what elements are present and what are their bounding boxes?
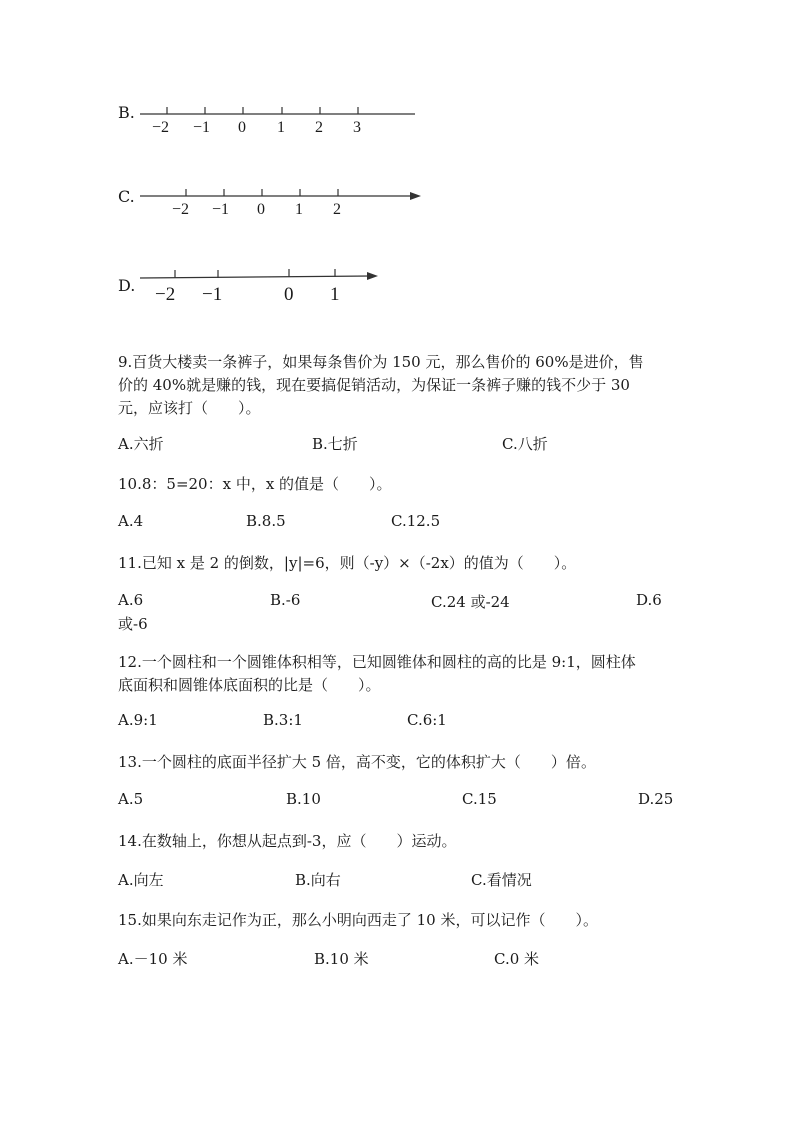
tick-label: 2 (315, 119, 323, 136)
tick-label: 1 (330, 284, 340, 305)
question-text-line: 元，应该打（ ）。 (118, 399, 261, 417)
tick-label: 2 (333, 201, 341, 218)
answer-option-b[interactable]: B.3:1 (263, 711, 303, 729)
tick-label: −2 (155, 284, 176, 305)
answer-option-a[interactable]: A.4 (118, 512, 144, 530)
tick-label: −1 (212, 201, 230, 218)
question-text-line: 15.如果向东走记作为正，那么小明向西走了 10 米，可以记作（ ）。 (118, 911, 598, 929)
question-text-line: 底面积和圆锥体底面积的比是（ ）。 (118, 676, 381, 694)
answer-option-c[interactable]: C.0 米 (494, 950, 540, 968)
tick-label: −2 (152, 119, 170, 136)
tick-label: 0 (238, 119, 246, 136)
answer-option-a[interactable]: A.－10 米 (118, 950, 188, 968)
option-label-c: C. (118, 187, 135, 206)
option-label-b: B. (118, 103, 135, 122)
answer-option-a[interactable]: A.5 (118, 790, 144, 808)
answer-option-d[interactable]: D.6 (636, 591, 662, 609)
answer-option-b[interactable]: B.-6 (270, 591, 301, 609)
tick-label: 0 (257, 201, 265, 218)
answer-option-a[interactable]: A.9:1 (118, 711, 158, 729)
tick-label: −1 (202, 284, 223, 305)
answer-option-c[interactable]: C.24 或-24 (431, 593, 510, 611)
question-text-line: 13.一个圆柱的底面半径扩大 5 倍，高不变，它的体积扩大（ ）倍。 (118, 753, 596, 771)
answer-option-b[interactable]: B.8.5 (246, 512, 286, 530)
answer-option-a[interactable]: A.向左 (118, 871, 164, 889)
answer-option-c[interactable]: C.看情况 (471, 871, 532, 889)
tick-label: −1 (193, 119, 211, 136)
answer-option-c[interactable]: C.15 (462, 790, 497, 808)
answer-option-b[interactable]: B.七折 (312, 435, 358, 453)
tick-label: 3 (353, 119, 361, 136)
answer-option-c[interactable]: C.6:1 (407, 711, 447, 729)
question-text-line: 14.在数轴上，你想从起点到-3，应（ ）运动。 (118, 832, 457, 850)
answer-option-b[interactable]: B.10 米 (314, 950, 369, 968)
answer-option-b[interactable]: B.向右 (295, 871, 341, 889)
question-text-line: 9.百货大楼卖一条裤子，如果每条售价为 150 元，那么售价的 60%是进价，售 (118, 353, 644, 371)
answer-option-d[interactable]: D.25 (638, 790, 674, 808)
question-text-line: 价的 40%就是赚的钱，现在要搞促销活动，为保证一条裤子赚的钱不少于 30 (118, 376, 630, 394)
tick-label: −2 (172, 201, 190, 218)
answer-option-c[interactable]: C.12.5 (391, 512, 441, 530)
tick-label: 0 (284, 284, 294, 305)
option-label-d: D. (118, 276, 136, 295)
tick-label: 1 (295, 201, 303, 218)
answer-option-b[interactable]: B.10 (286, 790, 321, 808)
answer-option-c[interactable]: C.八折 (502, 435, 548, 453)
tick-label: 1 (277, 119, 285, 136)
answer-option-d-continuation[interactable]: 或-6 (118, 615, 148, 633)
answer-option-a[interactable]: A.6 (118, 591, 144, 609)
question-text-line: 12.一个圆柱和一个圆锥体积相等，已知圆锥体和圆柱的高的比是 9:1，圆柱体 (118, 653, 636, 671)
question-text-line: 10.8：5=20：x 中，x 的值是（ ）。 (118, 475, 392, 493)
answer-option-a[interactable]: A.六折 (118, 435, 164, 453)
question-text-line: 11.已知 x 是 2 的倒数，|y|=6，则（-y）×（-2x）的值为（ ）。 (118, 554, 577, 572)
